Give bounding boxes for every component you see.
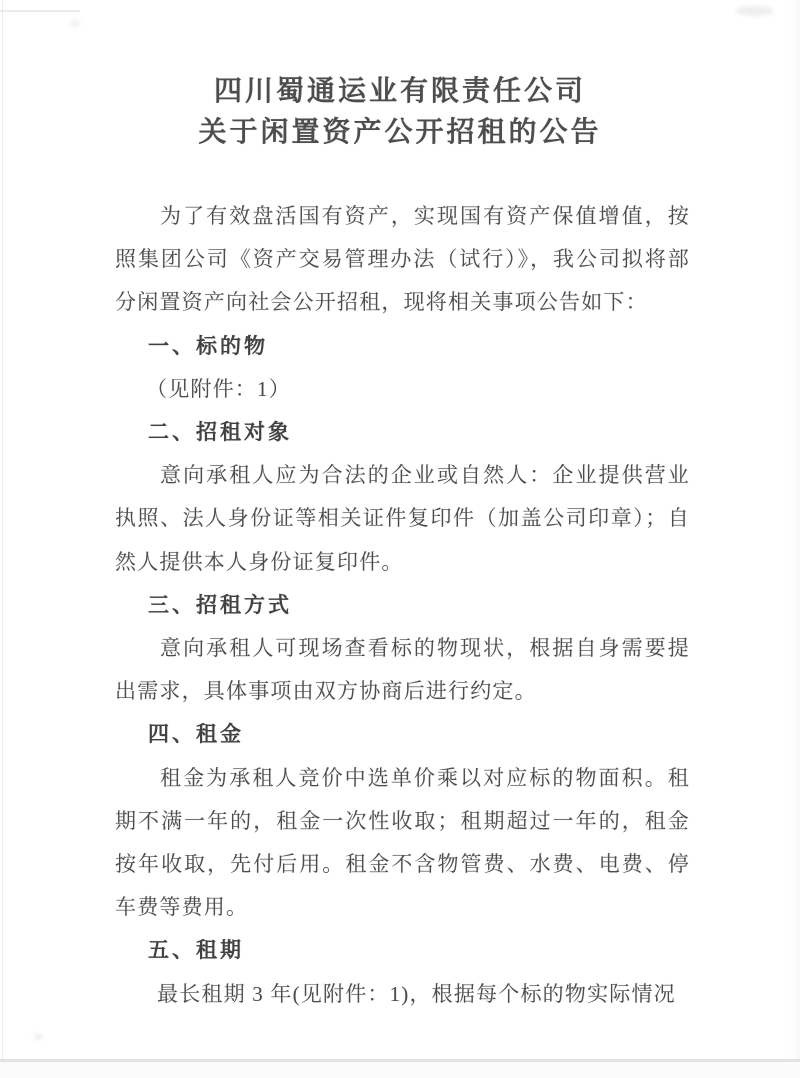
intro-paragraph: 为了有效盘活国有资产，实现国有资产保值增值，按照集团公司《资产交易管理办法（试行）》，我公司拟将部分闲置资产向社会公开招租，现将相关事项公告如下： bbox=[115, 204, 690, 315]
scan-smudge bbox=[34, 1034, 43, 1040]
scan-edge-right-shade bbox=[790, 0, 800, 1059]
section-heading-rent: 四、租金 bbox=[148, 723, 244, 747]
document-title bbox=[0, 0, 800, 153]
section-heading-subject: 一、标的物 bbox=[148, 334, 268, 358]
attachment-note: （见附件：1） bbox=[146, 376, 291, 401]
targets-paragraph: 意向承租人应为合法的企业或自然人：企业提供营业执照、法人身份证等相关证件复印件（加盖公司印章）；自然人提供本人身份证复印件。 bbox=[115, 463, 690, 574]
term-paragraph: 最长租期 3 年(见附件：1)，根据每个标的物实际情况 bbox=[157, 981, 676, 1006]
document-title-line-2: 关于闲置资产公开招租的公告 bbox=[198, 117, 602, 148]
section-heading-method: 三、招租方式 bbox=[148, 593, 292, 617]
scan-edge-bottom-area bbox=[0, 1062, 800, 1078]
method-paragraph: 意向承租人可现场查看标的物现状，根据自身需要提出需求，具体事项由双方协商后进行约定。 bbox=[115, 636, 690, 704]
document-title-line-1: 四川蜀通运业有限责任公司 bbox=[213, 76, 586, 107]
rent-paragraph: 租金为承租人竞价中选单价乘以对应标的物面积。租期不满一年的，租金一次性收取；租期超过一年的，租金按年收取，先付后用。租金不含物管费、水费、电费、停车费等费用。 bbox=[115, 765, 690, 920]
scan-smudge bbox=[70, 20, 80, 26]
section-heading-targets: 二、招租对象 bbox=[148, 421, 292, 445]
scan-smudge bbox=[736, 6, 774, 16]
document-body bbox=[115, 195, 690, 1016]
section-heading-term: 五、租期 bbox=[148, 939, 244, 963]
scan-edge-top-line bbox=[0, 10, 80, 12]
scan-edge-left-line bbox=[2, 0, 3, 1059]
